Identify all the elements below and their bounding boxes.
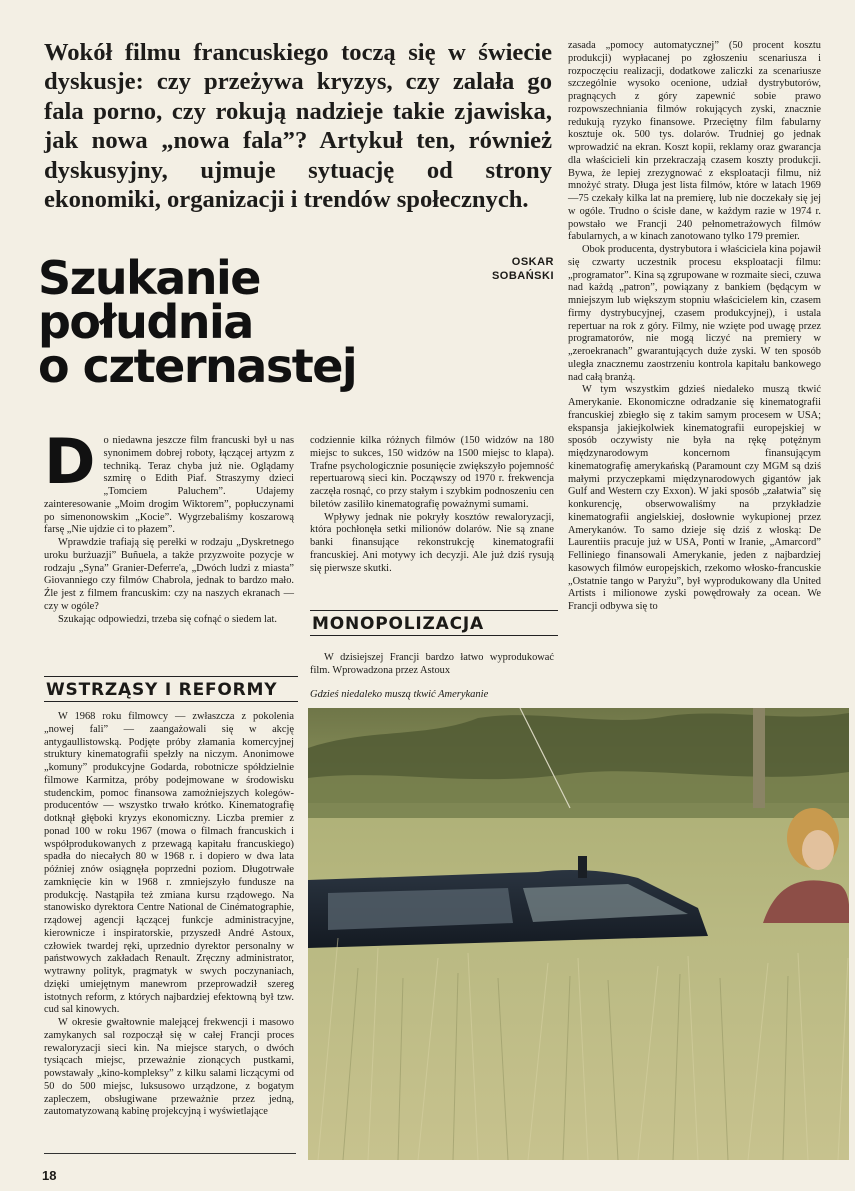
right-paragraph-1: zasada „pomocy automatycznej” (50 procent kosztu produkcji) wypłacanej po zgłoszeniu scenariusza i rozpoczęciu realizacji, dodatkowe zaliczki za scenariusze szczególnie wysoko ocenione, udział dystrybutorów, pragnących z góry zapewnić sobie prawo rozpowszechniania filmów rokujących zyski, znacznie redukują ryzyko finansowe. Przeciętny film fabularny kosztuje ok. 500 tys. dolarów. Trudniej go jednak wprowadzić na ekran. Koszt kopii, reklamy oraz gwarancja dla właścicieli kin przekraczają czasem koszty produkcji. Bywa, że lepiej zrezygnować z eksploatacji filmu, niż mnożyć straty. Długa jest lista filmów, które w latach 1969—75 czekały kilka lat na premierę, lub nie doczekały się jej w ogóle. Trudno o ścisłe dane, w każdym razie w 1974 r. powstało we Francji 240 pełnometrażowych filmów fabularnych, a w kinach zanotowano tylko 179 premier. — [568, 40, 821, 243]
column-bottom-rule — [44, 1153, 296, 1154]
middle-paragraph-2: Wpływy jednak nie pokryły kosztów rewaloryzacji, która pochłonęła setki milionów dolarów. Nie są znane banki finansujące rekonstrukcję kinematografii francuskiej. Ani motywy ich decyzji. Ale już dziś rysują się pierwsze skutki. — [310, 511, 554, 574]
photo-caption: Gdzieś niedaleko muszą tkwić Amerykanie — [310, 689, 489, 700]
reforms-paragraph-1: W 1968 roku filmowcy — zwłaszcza z pokolenia „nowej fali” — zaangażowali się w akcję antygaullistowską. Podjęte próby złamania komercyjnej struktury kinematografii spełzły na niczym. Anonimowe „komuny” produkcyjne Godarda, robotnicze spółdzielnie filmowe Karmitza, próby podejmowane w środowisku studenckim, pomoc finansowa zamożniejszych kolegów-producentów — wszystko trwało krótko. Kinematografię dotknął głęboki kryzys ekonomiczny. Liczba premier z ponad 100 w roku 1967 (mowa o filmach francuskich i współprodukowanych z przewagą kapitału francuskiego) spadła do niecałych 80 w 1968 r. i dopiero w dwa lata później znów osiągnęła poprzedni poziom. Długotrwałe zamknięcie kin w 1968 r. zmniejszyło fundusze na produkcję. Nastąpiła też zmiana kursu rządowego. Na stanowisko dyrektora Centre National de Cinématographie, rządowej agencji łączącej funkcje administracyjne, kierownicze i inspiratorskie, przyszedł André Astoux, człowiek twardej ręki, uprzednio dyrektor personalny w państwowych zakładach Renault. Zręczny administrator, wytrawny polityk, pragmatyk w swych poczynaniach, dzięki umiejętnym manewrom przeprowadził szereg istotnych reform, z których najbardziej efektowną był tzw. cud sal kinowych. — [44, 711, 294, 1016]
right-column — [568, 40, 821, 614]
middle-paragraph-1: codziennie kilka różnych filmów (150 widzów na 180 miejsc to sukces, 150 widzów na 1500 miejsc to klapa). Trafne psychologicznie posunięcie zwiększyło pojemność repertuarową sieci kin. Począwszy od 1970 r. frekwencja zaczęła rosnąć, co przy stałym i szybkim podnoszeniu cen biletów zasiliło kinematografię poważnymi sumami. — [310, 435, 554, 510]
title-line-3: o czternastej — [38, 339, 357, 393]
intro-paragraph-2: Wprawdzie trafiają się perełki w rodzaju „Dyskretnego uroku burżuazji” Buñuela, a także przyzwoite pozycje w rodzaju „Syna” Granier-Deferre'a, „Dwóch ludzi z miasta” Giovanniego czy filmów Chabrola, jednak to bardzo mało. Źle jest z filmem francuskim: czy na naszych ekranach — czy w ogóle? — [44, 537, 294, 612]
intro-paragraph-3: Szukając odpowiedzi, trzeba się cofnąć o siedem lat. — [58, 613, 277, 625]
middle-column — [310, 435, 554, 575]
title-line-2: południa — [38, 295, 253, 349]
intro-paragraph-1: o niedawna jeszcze film francuski był u nas synonimem dobrej roboty, łączącej artyzm z techniką. Teraz chyba już nie. Oglądamy szmirę o Edith Piaf. Straszymy dzieci „Tomciem Paluchem”. Udajemy zainteresowanie „Moim drogim Wiktorem”, popłuczynami po simenonowskim „Kocie”. Wygrzebaliśmy koszarową farsę „Nie ujdzie ci to płazem”. — [44, 435, 294, 536]
intro-column — [44, 425, 294, 626]
reforms-column — [44, 711, 294, 1119]
film-still-photo — [308, 708, 849, 1160]
article-title — [38, 251, 478, 393]
monopolization-column — [310, 652, 554, 678]
author-last-name: SOBAŃSKI — [491, 270, 554, 282]
right-paragraph-3: W tym wszystkim gdzieś niedaleko muszą tkwić Amerykanie. Ekonomiczne odradzanie się kinematografii francuskiej zbiegło się z takim samym procesem w USA; ekspansja jakiejkolwiek kinematografii europejskiej w sposób oczywisty nie była na rękę potężnym międzynarodowym koncernom finansującym kinematografię amerykańską (Paramount czy MGM są dziś małymi przyczepkami międzynarodowych gigantów jak Gulf and Western czy Exxon). W jaki sposób „załatwia” się konkurencję, obserwowaliśmy na przykładzie kinematografii angielskiej, dosłownie wykupionej przez Amerykanów. To samo dzieje się dziś z włoską: De Laurentiis pracuje już w USA, Ponti w Iranie, „Amarcord” Felliniego finansowali Amerykanie, jeden z najbardziej kasowych filmów europejskich, rzekomo włosko-francuskie „Ostatnie tango w Paryżu”, był wyprodukowany dla United Artists i milionowe zyski powędrowały za ocean. We Francji odbywa się to — [568, 384, 821, 612]
page-number: 18 — [42, 1168, 57, 1183]
author-first-name: OSKAR — [511, 256, 554, 268]
title-line-1: Szukanie — [38, 251, 260, 305]
right-paragraph-2: Obok producenta, dystrybutora i właściciela kina pojawił się czwarty uczestnik procesu eksploatacji filmu: „programator”. Kina są zgrupowane w rozmaite sieci, czuwa nad każdą „patron”, powiązany z bankiem (będącym w mniejszym lub większym stopniu właścicielem kin, czasem firmy dystrybucyjnej, czasem produkcyjnej), i ustala repertuar na rok z góry. Filmy, nie wzięte pod uwagę przez programatorów, nie mogą liczyć na premiery w „zeroekranach” gwarantujących duże zyski. W ten sposób uległa znacznemu zaostrzeniu kontrola kapitału bankowego nad całą branżą. — [568, 244, 822, 383]
drop-cap: D — [44, 425, 96, 498]
author-byline — [470, 255, 554, 283]
section-heading-reforms: WSTRZĄSY I REFORMY — [44, 676, 298, 702]
lead-paragraph: Wokół filmu francuskiego toczą się w świecie dyskusje: czy przeżywa kryzys, czy zalała go fala porno, czy rokują nadzieje takie zjawiska, jak nowa „nowa fala”? Artykuł ten, również dyskusyjny, ujmuje sytuację od strony ekonomiki, organizacji i trendów społecznych. — [44, 39, 552, 214]
reforms-paragraph-2: W okresie gwałtownie malejącej frekwencji i masowo zamykanych sal rozpoczął się w całej Francji proces rewaloryzacji sieci kin. Na miejsce starych, o dwóch tysiącach miejsc, przeważnie zionących pustkami, powstawały „kino-kompleksy” z kilku salami liczącymi od 50 do 500 miejsc, luksusowo urządzone, z bogatym zapleczem, obsługiwane przeważnie przez jedną, zautomatyzowaną kabinę projekcyjną i wyświetlające — [44, 1017, 294, 1118]
section-heading-monopolization: MONOPOLIZACJA — [310, 610, 558, 636]
monopolization-paragraph-1: W dzisiejszej Francji bardzo łatwo wyprodukować film. Wprowadzona przez Astoux — [310, 652, 554, 676]
